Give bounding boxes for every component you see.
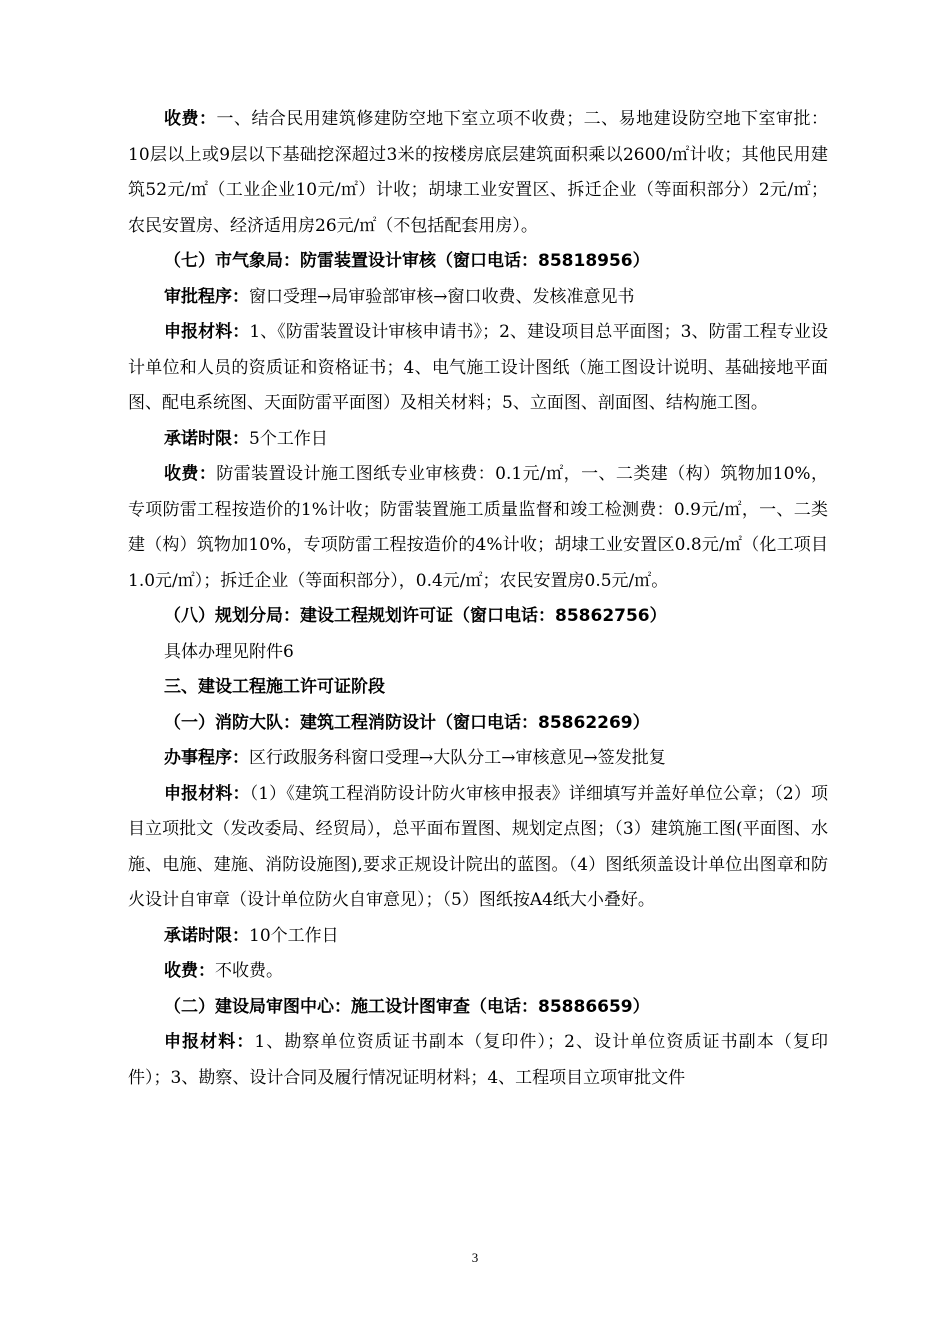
label: 申报材料： (164, 783, 250, 804)
paragraph-see-attachment (128, 635, 828, 671)
heading-construction-permit-stage: 三、建设工程施工许可证阶段 (164, 677, 385, 697)
paragraph-review-materials (128, 1025, 828, 1096)
page-number: 3 (471, 1250, 479, 1265)
text: 窗口受理→局审验部审核→窗口收费、发核准意见书 (249, 286, 635, 307)
label: 承诺时限： (164, 925, 249, 946)
heading-planning-branch: （八）规划分局：建设工程规划许可证（窗口电话：85862756） (164, 606, 667, 626)
paragraph-fee-civil-defense (128, 102, 828, 244)
text: 具体办理见附件6 (164, 641, 294, 662)
text: 不收费。 (215, 961, 283, 981)
heading-drawing-review-center: （二）建设局审图中心：施工设计图审查（电话：85886659） (164, 996, 650, 1017)
text: （1）《建筑工程消防设计防火审核申报表》详细填写并盖好单位公章；（2）项目立项批文（发改委局、经贸局），总平面布置图、规划定点图；（3）建筑施工图(平面图、水施、电施、建施、消防设施图),要求正规设计院出的蓝图。（4）图纸须盖设计单位出图章和防火设计自审章（设计单位防火自审意见）；（5）图纸按A4纸大小叠好。 (128, 783, 828, 910)
label: 办事程序： (164, 748, 249, 768)
label: 承诺时限： (164, 428, 249, 449)
document-body (128, 102, 828, 1096)
heading-fire-brigade: （一）消防大队：建筑工程消防设计（窗口电话：85862269） (164, 712, 650, 733)
text: 1、《防雷装置设计审核申请书》；2、建设项目总平面图；3、防雷工程专业设计单位和人员的资质证和资格证书；4、电气施工设计图纸（施工图设计说明、基础接地平面图、配电系统图、天面防雷平面图）及相关材料；5、立面图、剖面图、结构施工图。 (128, 322, 829, 413)
label: 收费： (164, 109, 217, 129)
label: 申报材料： (164, 1032, 255, 1052)
label: 审批程序： (164, 286, 249, 307)
paragraph-fee-lightning (128, 457, 828, 599)
paragraph-application-materials (128, 315, 828, 422)
text: 区行政服务科窗口受理→大队分工→审核意见→签发批复 (249, 748, 666, 768)
paragraph-handling-procedure (128, 741, 828, 777)
paragraph-fire-fee (128, 954, 828, 990)
paragraph-approval-procedure (128, 280, 828, 316)
text: 防雷装置设计施工图纸专业审核费：0.1元/㎡，一、二类建（构）筑物加10%，专项防雷工程按造价的1%计收；防雷装置施工质量监督和竣工检测费：0.9元/㎡，一、二类建（构）筑物加10%，专项防雷工程按造价的4%计收；胡埭工业安置区0.8元/㎡（化工项目1.0元/㎡）；拆迁企业（等面积部分），0.4元/㎡；农民安置房0.5元/㎡。 (128, 464, 829, 591)
text: 10个工作日 (249, 925, 339, 946)
paragraph-time-limit (128, 422, 828, 458)
text: 1、勘察单位资质证书副本（复印件）；2、设计单位资质证书副本（复印件）；3、勘察、设计合同及履行情况证明材料；4、工程项目立项审批文件 (128, 1032, 828, 1088)
label: 收费： (164, 961, 215, 981)
paragraph-fire-materials (128, 777, 828, 919)
text: 5个工作日 (249, 428, 328, 449)
label: 收费： (164, 464, 217, 484)
heading-meteorological-bureau: （七）市气象局：防雷装置设计审核（窗口电话：85818956） (164, 251, 650, 271)
paragraph-fire-time-limit (128, 919, 828, 955)
text: 一、结合民用建筑修建防空地下室立项不收费；二、易地建设防空地下室审批：10层以上或9层以下基础挖深超过3米的按楼房底层建筑面积乘以2600/㎡计收；其他民用建筑52元/㎡（工业企业10元/㎡）计收；胡埭工业安置区、拆迁企业（等面积部分）2元/㎡；农民安置房、经济适用房26元/㎡（不包括配套用房）。 (128, 109, 829, 236)
label: 申报材料： (164, 322, 250, 342)
